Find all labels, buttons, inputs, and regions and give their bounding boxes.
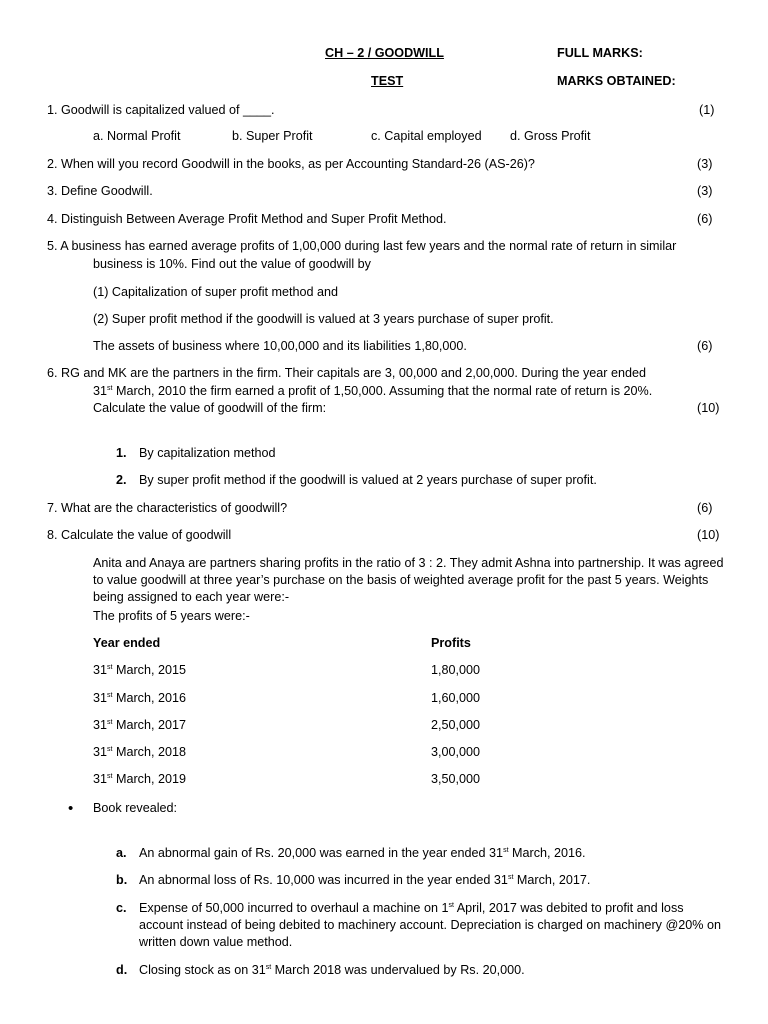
q1-option-c: c. Capital employed (371, 129, 482, 143)
question-5-line1: 5. A business has earned average profits of 1,00,000 during last few years and the normal rate of return in similar (47, 239, 677, 253)
question-3-marks: (3) (697, 184, 713, 198)
full-marks-label: FULL MARKS: (557, 46, 643, 60)
adjustment-c-letter: c. (116, 901, 127, 915)
table-row-year: 31st March, 2019 (93, 772, 186, 786)
page-title: CH – 2 / GOODWILL (325, 46, 444, 60)
question-1-marks: (1) (699, 103, 715, 117)
q6-item-1-text: By capitalization method (139, 446, 276, 460)
adjustment-d-text: Closing stock as on 31st March 2018 was undervalued by Rs. 20,000. (139, 963, 525, 977)
adjustment-d-letter: d. (116, 963, 128, 977)
question-2: 2. When will you record Goodwill in the books, as per Accounting Standard-26 (AS-26)? (47, 157, 535, 171)
question-4: 4. Distinguish Between Average Profit Method and Super Profit Method. (47, 212, 447, 226)
table-row-profit: 1,60,000 (431, 691, 481, 705)
question-2-marks: (3) (697, 157, 713, 171)
book-revealed-label: Book revealed: (93, 801, 178, 815)
q6-item-2-text: By super profit method if the goodwill is valued at 2 years purchase of super profit. (139, 473, 597, 487)
question-8-profits-intro: The profits of 5 years were:- (93, 609, 250, 623)
question-5-line2: business is 10%. Find out the value of goodwill by (93, 257, 371, 271)
table-row-year: 31st March, 2015 (93, 663, 186, 677)
question-6-line3: Calculate the value of goodwill of the firm: (93, 401, 327, 415)
q6-item-2-num: 2. (116, 473, 127, 487)
table-row-year: 31st March, 2016 (93, 691, 186, 705)
adjustment-a-text: An abnormal gain of Rs. 20,000 was earned in the year ended 31st March, 2016. (139, 846, 586, 860)
marks-obtained-label: MARKS OBTAINED: (557, 74, 676, 88)
adjustment-c-text: Expense of 50,000 incurred to overhaul a machine on 1st April, 2017 was debited to profit and loss account instead of being debited to machinery account. Depreciation is charged on machinery @20% on written down value method. (139, 901, 721, 949)
table-header-profits: Profits (431, 636, 471, 650)
table-row-profit: 3,50,000 (431, 772, 481, 786)
question-5-marks: (6) (697, 339, 713, 353)
question-4-marks: (6) (697, 212, 713, 226)
q6-item-1-num: 1. (116, 446, 127, 460)
question-6-line1: 6. RG and MK are the partners in the firm. Their capitals are 3, 00,000 and 2,00,000. During the year ended (47, 366, 647, 380)
question-8-marks: (10) (697, 528, 720, 542)
table-row-profit: 1,80,000 (431, 663, 481, 677)
question-6-marks: (10) (697, 401, 720, 415)
question-5-part2: (2) Super profit method if the goodwill is valued at 3 years purchase of super profit. (93, 312, 554, 326)
q1-option-d: d. Gross Profit (510, 129, 591, 143)
table-row-year: 31st March, 2018 (93, 745, 186, 759)
table-row-year: 31st March, 2017 (93, 718, 186, 732)
q1-option-b: b. Super Profit (232, 129, 313, 143)
adjustment-a-letter: a. (116, 846, 127, 860)
question-3: 3. Define Goodwill. (47, 184, 153, 198)
question-5-part1: (1) Capitalization of super profit method and (93, 285, 339, 299)
question-5-assets: The assets of business where 10,00,000 and its liabilities 1,80,000. (93, 339, 467, 353)
adjustment-b-letter: b. (116, 873, 128, 887)
table-row-profit: 2,50,000 (431, 718, 481, 732)
adjustment-b-text: An abnormal loss of Rs. 10,000 was incurred in the year ended 31st March, 2017. (139, 873, 591, 887)
question-8-paragraph: Anita and Anaya are partners sharing profits in the ratio of 3 : 2. They admit Ashna into partnership. It was agreed to value goodwill at three year’s purchase on the basis of weighted average profit for the past 5 years. Weights being assigned to each year were:- (93, 556, 724, 604)
question-8: 8. Calculate the value of goodwill (47, 528, 232, 542)
question-7-marks: (6) (697, 501, 713, 515)
question-1: 1. Goodwill is capitalized valued of ____. (47, 103, 275, 117)
table-header-year: Year ended (93, 636, 161, 650)
q1-option-a: a. Normal Profit (93, 129, 181, 143)
table-row-profit: 3,00,000 (431, 745, 481, 759)
page-subtitle: TEST (371, 74, 404, 88)
question-7: 7. What are the characteristics of goodwill? (47, 501, 288, 515)
question-6-line2: 31st March, 2010 the firm earned a profit of 1,50,000. Assuming that the normal rate of return is 20%. (93, 384, 653, 398)
bullet-icon: • (68, 800, 74, 817)
